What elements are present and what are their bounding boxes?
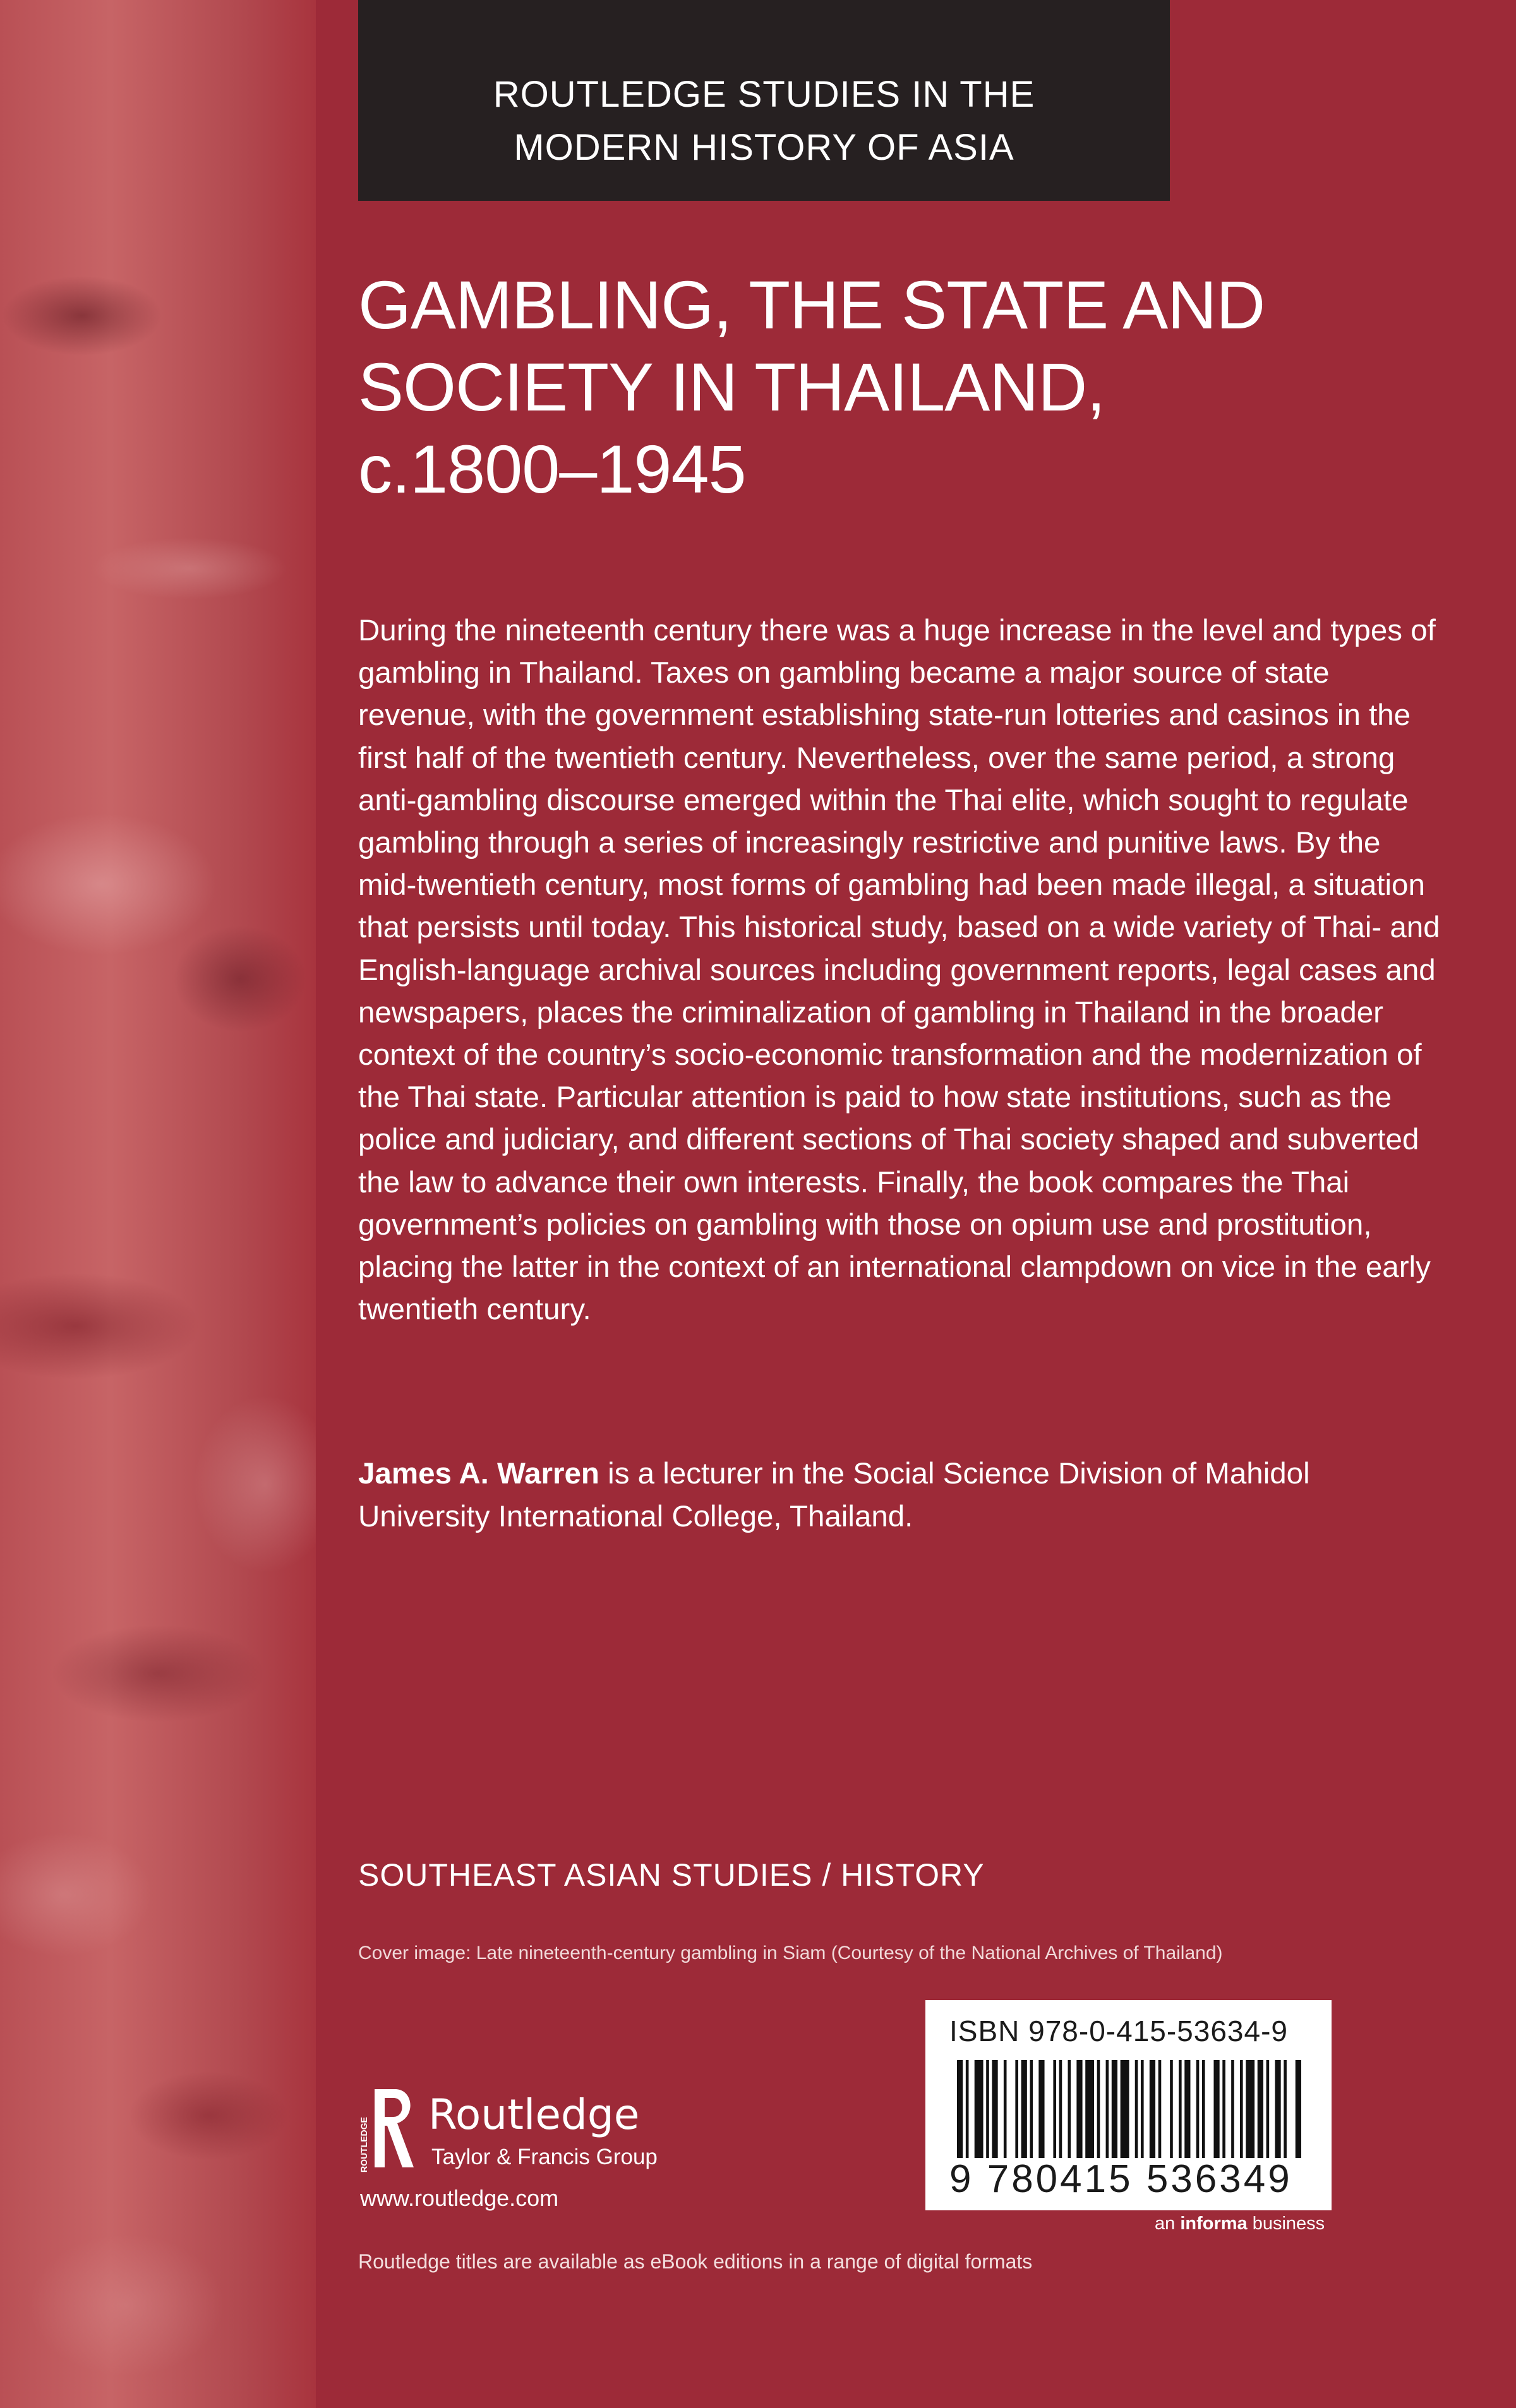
barcode-bar	[1240, 2060, 1243, 2158]
barcode-bar	[992, 2060, 997, 2158]
barcode-icon	[957, 2060, 1301, 2158]
author-bio	[358, 1453, 1445, 1538]
publisher-url[interactable]: www.routledge.com	[360, 2185, 559, 2211]
barcode-bar	[1284, 2060, 1287, 2158]
barcode-bar	[1121, 2060, 1129, 2158]
barcode-bar	[1184, 2060, 1190, 2158]
barcode-bar	[1246, 2060, 1254, 2158]
barcode-bar	[1135, 2060, 1138, 2158]
ebook-note: Routledge titles are available as eBook editions in a range of digital formats	[358, 2250, 1033, 2273]
barcode-bar	[1021, 2060, 1027, 2158]
barcode-bar	[1112, 2060, 1117, 2158]
barcode-bar	[1213, 2060, 1219, 2158]
barcode-bar	[1150, 2060, 1155, 2158]
series-banner	[358, 0, 1170, 201]
barcode-bar	[1202, 2060, 1205, 2158]
barcode-bar	[1015, 2060, 1018, 2158]
barcode-bar	[1196, 2060, 1200, 2158]
book-title: GAMBLING, THE STATE AND SOCIETY IN THAILAND, c.1800–1945	[358, 267, 1265, 507]
barcode-bar	[1059, 2060, 1062, 2158]
barcode-bar	[1085, 2060, 1094, 2158]
barcode-bar	[1141, 2060, 1144, 2158]
barcode-bar	[1296, 2060, 1301, 2158]
isbn-digits: 9 780415 536349	[949, 2157, 1292, 2201]
barcode-bar	[975, 2060, 984, 2158]
barcode-bar	[1170, 2060, 1173, 2158]
series-title: ROUTLEDGE STUDIES IN THE MODERN HISTORY OF ASIA	[493, 74, 1035, 168]
publisher-group: Taylor & Francis Group	[431, 2145, 658, 2169]
barcode-bar	[1097, 2060, 1100, 2158]
informa-brand: informa	[1180, 2213, 1248, 2234]
barcode-bar	[1106, 2060, 1109, 2158]
barcode-bar	[1068, 2060, 1071, 2158]
barcode-bar	[1053, 2060, 1056, 2158]
barcode-bar	[1179, 2060, 1182, 2158]
book-description: During the nineteenth century there was a huge increase in the level and types of gambling in Thailand. Taxes on gambling became a major source of state revenue, with the government establishing state-run lotteries and casinos in the first half of the twentieth century. Nevertheless, over the same period, a strong anti-gambling discourse emerged within the Thai elite, which sought to regulate gambling through a series of increasingly restrictive and punitive laws. By the mid-twentieth century, most forms of gambling had been made illegal, a situation that persists until today. This historical study, based on a wide variety of Thai- and English-language archival sources including government reports, legal cases and newspapers, places the criminalization of gambling in Thailand in the broader context of the country’s socio-economic transformation and the modernization of the Thai state. Particular attention is paid to how state institutions, such as the police and judiciary, and different sections of Thai society shaped and subverted the law to advance their own interests. Finally, the book compares the Thai government’s policies on gambling with those on opium use and prostitution, placing the latter in the context of an international clampdown on vice in the early twentieth century.	[358, 614, 1440, 1327]
author-name: James A. Warren	[358, 1457, 599, 1490]
publisher-name: Routledge	[428, 2090, 640, 2139]
barcode-bar	[966, 2060, 969, 2158]
cover-image-credit: Cover image: Late nineteenth-century gambling in Siam (Courtesy of the National Archives of Thailand)	[358, 1943, 1223, 1963]
barcode-bar	[1004, 2060, 1007, 2158]
isbn-barcode-panel	[925, 2000, 1332, 2210]
barcode-bar	[1076, 2060, 1082, 2158]
barcode-bar	[1030, 2060, 1033, 2158]
subject-category: SOUTHEAST ASIAN STUDIES / HISTORY	[358, 1857, 985, 1893]
author-bio-text: is a lecturer in the Social Science Division of Mahidol University International College, Thailand.	[358, 1457, 1310, 1533]
barcode-bar	[1158, 2060, 1162, 2158]
barcode-bar	[1231, 2060, 1234, 2158]
cover-spine-image	[0, 0, 316, 2408]
svg-text:ROUTLEDGE: ROUTLEDGE	[359, 2117, 369, 2172]
isbn-label: ISBN 978-0-415-53634-9	[949, 2015, 1288, 2047]
barcode-bar	[1222, 2060, 1225, 2158]
routledge-logo-icon	[356, 2078, 419, 2179]
informa-tagline: an informa business	[1155, 2213, 1325, 2234]
barcode-bar	[957, 2060, 963, 2158]
barcode-bar	[1038, 2060, 1044, 2158]
barcode-bar	[1275, 2060, 1280, 2158]
barcode-bar	[1258, 2060, 1263, 2158]
barcode-bar	[1266, 2060, 1270, 2158]
barcode-bar	[986, 2060, 989, 2158]
